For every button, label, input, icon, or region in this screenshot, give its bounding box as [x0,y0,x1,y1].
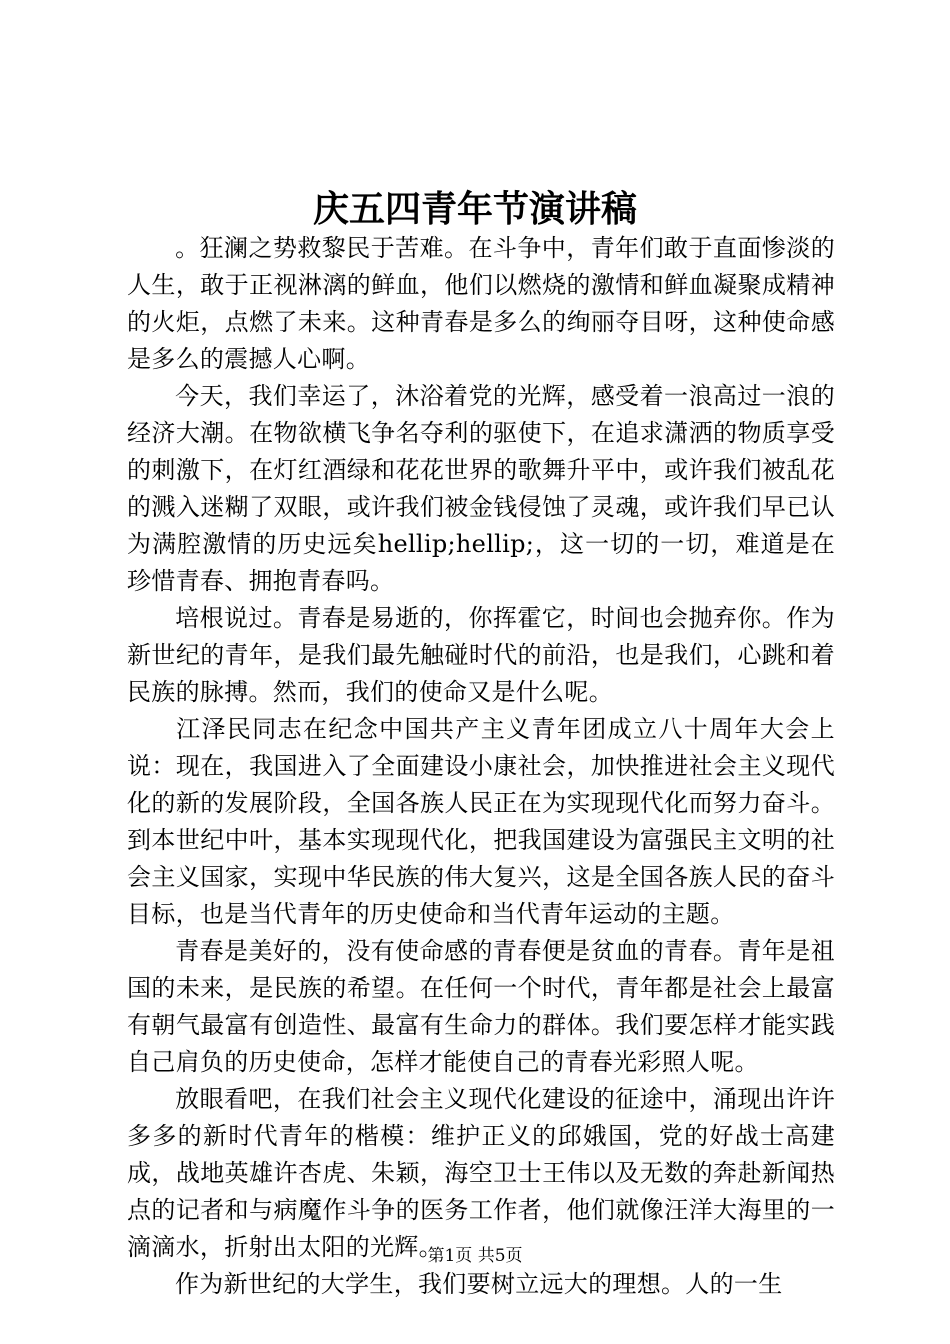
paragraph-6 [127,1081,835,1266]
paragraph-text: 。狂澜之势救黎民于苦难。在斗争中，青年们敢于直面惨淡的人生，敢于正视淋漓的鲜血，他们以燃烧的激情和鲜血凝聚成精神的火炬，点燃了未来。这种青春是多么的绚丽夺目呀，这种使命感是多么的震撼人心啊。 [127,234,835,373]
paragraph-2 [127,378,835,600]
paragraph-5 [127,933,835,1081]
paragraph-text: 放眼看吧，在我们社会主义现代化建设的征途中，涌现出许许多多的新时代青年的楷模：维护正义的邱娥国，党的好战士高建成，战地英雄许杏虎、朱颖，海空卫士王伟以及无数的奔赴新闻热点的记者和与病魔作斗争的医务工作者，他们就像汪洋大海里的一滴滴水，折射出太阳的光辉。 [127,1085,835,1261]
paragraph-text: 江泽民同志在纪念中国共产主义青年团成立八十周年大会上说：现在，我国进入了全面建设小康社会，加快推进社会主义现代化的新的发展阶段，全国各族人民正在为实现现代化而努力奋斗。到本世纪中叶，基本实现现代化，把我国建设为富强民主文明的社会主义国家，实现中华民族的伟大复兴，这是全国各族人民的奋斗目标，也是当代青年的历史使命和当代青年运动的主题。 [127,715,835,928]
paragraph-1 [127,230,835,378]
paragraph-7 [127,1266,835,1303]
page-footer: 第1页 共5页 [427,1246,523,1266]
paragraph-text: 今天，我们幸运了，沐浴着党的光辉，感受着一浪高过一浪的经济大潮。在物欲横飞争名夺利的驱使下，在追求潇洒的物质享受的刺激下，在灯红酒绿和花花世界的歌舞升平中，或许我们被乱花的溅入迷糊了双眼，或许我们被金钱侵蚀了灵魂，或许我们早已认为满腔激情的历史远矣hellip;hellip;，这一切的一切，难道是在珍惜青春、拥抱青春吗。 [127,382,835,595]
document-body [127,230,835,1303]
paragraph-4 [127,711,835,933]
paragraph-text: 作为新世纪的大学生，我们要树立远大的理想。人的一生 [175,1270,783,1298]
paragraph-text: 青春是美好的，没有使命感的青春便是贫血的青春。青年是祖国的未来，是民族的希望。在任何一个时代，青年都是社会上最富有朝气最富有创造性、最富有生命力的群体。我们要怎样才能实践自己肩负的历史使命，怎样才能使自己的青春光彩照人呢。 [127,937,835,1076]
paragraph-text: 培根说过。青春是易逝的，你挥霍它，时间也会抛弃你。作为新世纪的青年，是我们最先触碰时代的前沿，也是我们，心跳和着民族的脉搏。然而，我们的使命又是什么呢。 [127,604,835,706]
document-title: 庆五四青年节演讲稿 [312,188,637,230]
paragraph-3 [127,600,835,711]
